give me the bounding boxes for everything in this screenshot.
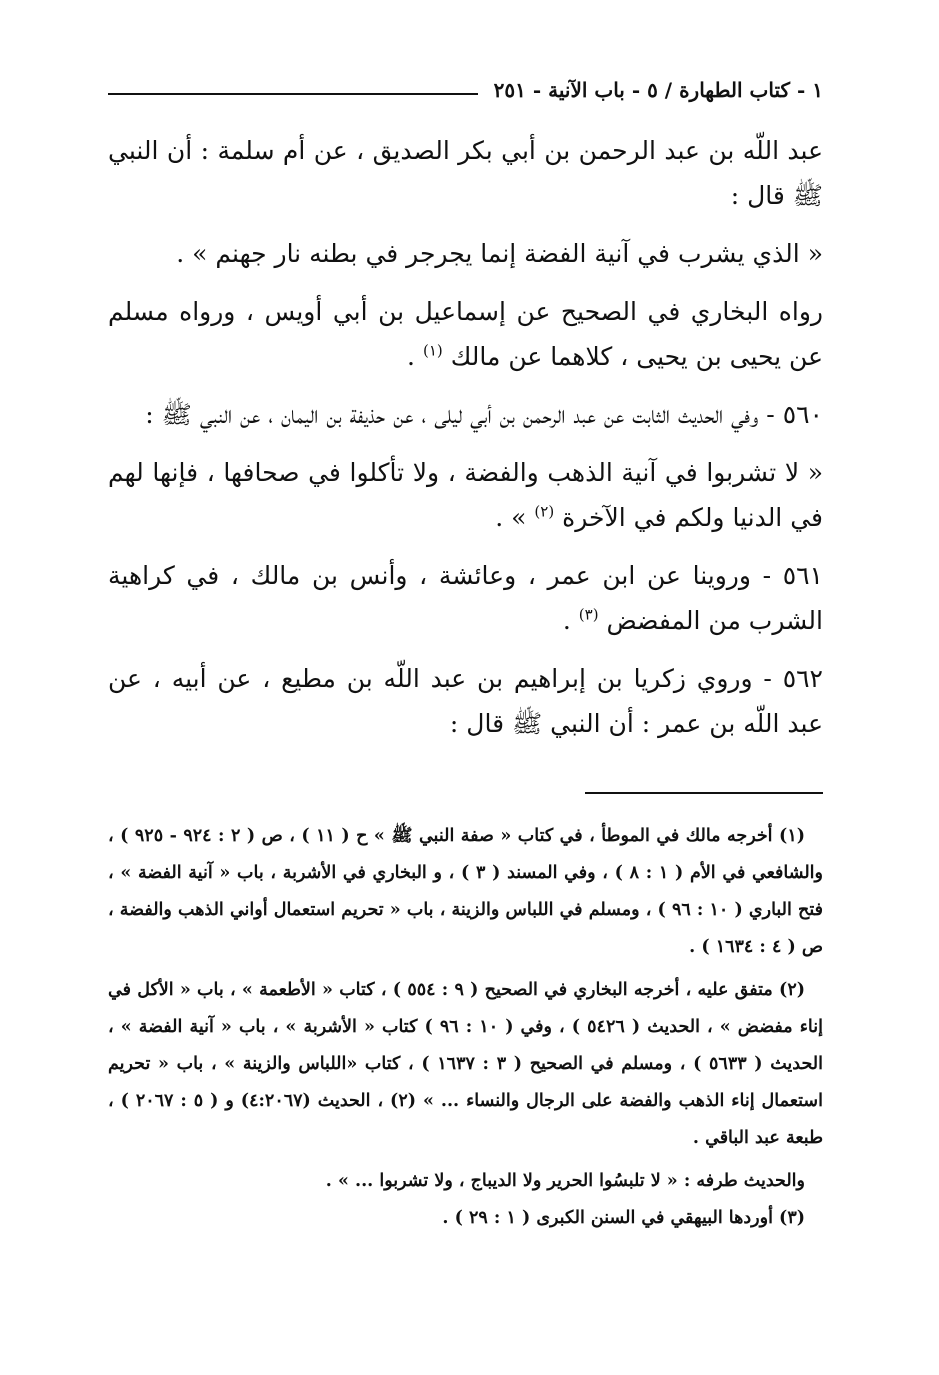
footnote-ref-1[interactable]: (١) xyxy=(422,341,443,360)
main-text xyxy=(108,128,823,759)
paragraph-hadith-quote: « الذي يشرب في آنية الفضة إنما يجرجر في بطنه نار جهنم » . xyxy=(176,239,823,268)
paragraph-hadith-561 xyxy=(108,553,823,643)
paragraph-end: . xyxy=(562,606,579,635)
paragraph-text: « لا تشربوا في آنية الذهب والفضة ، ولا تأكلوا في صحافها ، فإنها لهم في الدنيا ولكم في الآخرة xyxy=(108,458,823,532)
footnotes xyxy=(108,818,823,1237)
footnote-ref-3[interactable]: (٣) xyxy=(578,605,599,624)
paragraph-text: رواه البخاري في الصحيح عن إسماعيل بن أبي أويس ، ورواه مسلم عن يحيى بن يحيى ، كلاهما عن مالك xyxy=(108,297,823,371)
paragraph-hadith-560: ٥٦٠ - وفي الحديث الثابت عن عبد الرحمن بن أبي ليلى ، عن حذيفة بن اليمان ، عن النبي ﷺ : xyxy=(145,400,823,429)
paragraph-end: » . xyxy=(495,503,535,532)
footnote-rule xyxy=(585,792,823,794)
paragraph-hadith-562: ٥٦٢ - وروي زكريا بن إبراهيم بن عبد اللّه بن مطيع ، عن أبيه ، عن عبد اللّه بن عمر : أن النبي ﷺ قال : xyxy=(108,664,823,738)
paragraph-hadith-quote-gold-silver xyxy=(108,450,823,540)
paragraph-bukhari-narration xyxy=(108,289,823,379)
page-header xyxy=(108,78,823,108)
paragraph-text: ٥٦١ - وروينا عن ابن عمر ، وعائشة ، وأنس بن مالك ، في كراهية الشرب من المفضض xyxy=(108,561,823,635)
running-title: ١ - كتاب الطهارة / ٥ - باب الآنية - ٢٥١ xyxy=(493,78,823,102)
paragraph-end: . xyxy=(407,342,423,371)
footnote-2-continuation: والحديث طرفه : « لا تلبسُوا الحرير ولا الديباج ، ولا تشربوا ... » . xyxy=(325,1171,805,1191)
footnote-2: (٢) متفق عليه ، أخرجه البخاري في الصحيح ( ٩ : ٥٥٤ ) ، كتاب « الأطعمة » ، باب « الأكل في إناء مفضض » ، الحديث ( ٥٤٢٦ ) ، وفي ( ١٠ : ٩٦ ) كتاب « الأشربة » ، باب « آنية الفضة » ، الحديث ( ٥٦٣٣ ) ، ومسلم في الصحيح ( ٣ : ١٦٣٧ ) ، كتاب «اللباس والزينة » ، باب « تحريم استعمال إناء الذهب والفضة على الرجال والنساء ... » (٢) ، الحديث (٤:٢٠٦٧) و ( ٥ : ٢٠٦٧ ) ، طبعة عبد الباقي . xyxy=(108,980,823,1148)
footnote-1: (١) أخرجه مالك في الموطأ ، في كتاب « صفة النبي ﷺ » ح ( ١١ ) ، ص ( ٢ : ٩٢٤ - ٩٢٥ ) ، والشافعي في الأم ( ١ : ٨ ) ، وفي المسند ( ٣ ) ، و البخاري في الأشربة ، باب « آنية الفضة » ، فتح الباري ( ١٠ : ٩٦ ) ، ومسلم في اللباس والزينة ، باب « تحريم استعمال أواني الذهب والفضة ، ص ( ٤ : ١٦٣٤ ) . xyxy=(108,826,823,957)
header-rule xyxy=(108,93,478,95)
paragraph-isnad: عبد اللّه بن عبد الرحمن بن أبي بكر الصديق ، عن أم سلمة : أن النبي ﷺ قال : xyxy=(108,136,823,210)
footnote-3: (٣) أوردها البيهقي في السنن الكبرى ( ١ : ٢٩ ) . xyxy=(442,1208,805,1228)
footnote-ref-2[interactable]: (٢) xyxy=(534,502,555,521)
